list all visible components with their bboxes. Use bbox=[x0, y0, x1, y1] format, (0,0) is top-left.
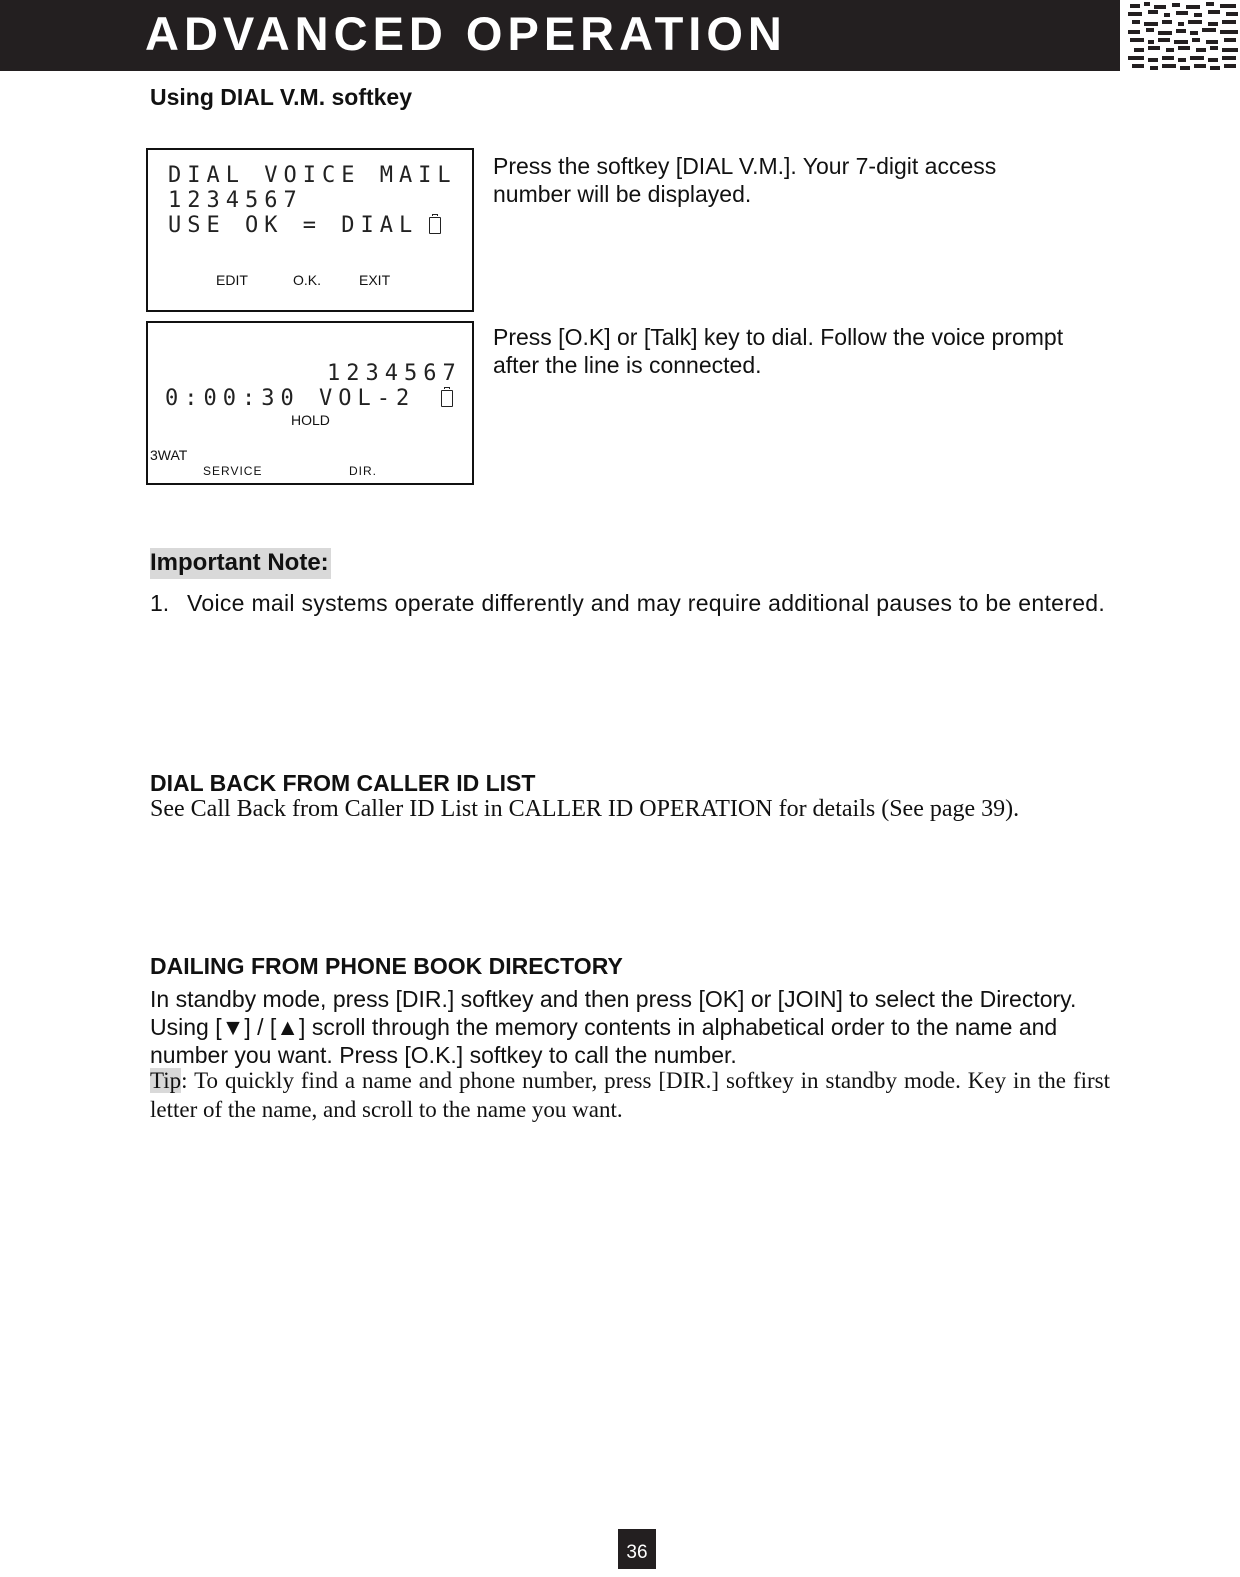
tip-text: : To quickly find a name and phone number, press [DIR.] softkey in standby mode. Key in the first letter of the name, and scroll to the name you want. bbox=[150, 1068, 1110, 1122]
section-title-caller-id: DIAL BACK FROM CALLER ID LIST bbox=[150, 770, 536, 796]
lcd-line-3: USE OK = DIAL bbox=[168, 213, 419, 238]
decorative-pattern bbox=[1128, 0, 1240, 72]
note-item-number: 1. bbox=[150, 590, 170, 616]
lcd-line-1: DIAL VOICE MAIL bbox=[168, 163, 457, 188]
battery-icon bbox=[429, 217, 441, 234]
softkey-ok: O.K. bbox=[293, 272, 322, 288]
battery-icon bbox=[441, 390, 453, 407]
softkey-service: SERVICE bbox=[203, 464, 263, 478]
important-note-label: Important Note: bbox=[150, 548, 331, 579]
softkey-dir: DIR. bbox=[349, 464, 377, 478]
lcd-hold-label: HOLD bbox=[291, 412, 330, 428]
screen1-description: Press the softkey [DIAL V.M.]. Your 7-digit access number will be displayed. bbox=[493, 153, 997, 207]
page-number: 36 bbox=[618, 1529, 656, 1569]
lcd-number: 1234567 bbox=[327, 361, 462, 386]
lcd-line-2: 1234567 bbox=[168, 188, 303, 213]
screen2-description: Press [O.K] or [Talk] key to dial. Follow the voice prompt after the line is connected. bbox=[493, 324, 1064, 378]
lcd-3wat-label: 3WAT bbox=[150, 447, 188, 463]
softkey-exit: EXIT bbox=[359, 272, 391, 288]
tip-paragraph bbox=[150, 1066, 1110, 1124]
tip-label: Tip bbox=[150, 1068, 182, 1093]
phone-book-text: In standby mode, press [DIR.] softkey and then press [OK] or [JOIN] to select the Directory. Using [▼] / [▲] scroll through the memory contents in alphabetical order to the name and number you want. Press [O.K.] softkey to call the number. bbox=[150, 986, 1077, 1068]
softkey-edit: EDIT bbox=[216, 272, 248, 288]
page-title: ADVANCED OPERATION bbox=[145, 7, 787, 60]
section-title-phone-book: DAILING FROM PHONE BOOK DIRECTORY bbox=[150, 953, 623, 979]
lcd-timer-volume: 0:00:30 VOL-2 bbox=[165, 386, 416, 411]
lcd-screen-dialing bbox=[146, 321, 474, 485]
caller-id-text: See Call Back from Caller ID List in CALLER ID OPERATION for details (See page 39). bbox=[150, 796, 1020, 822]
section-title-dial-vm: Using DIAL V.M. softkey bbox=[150, 84, 413, 110]
lcd-screen-dial-voice-mail bbox=[146, 148, 474, 312]
note-item-text: Voice mail systems operate differently and may require additional pauses to be entered. bbox=[187, 590, 1106, 616]
